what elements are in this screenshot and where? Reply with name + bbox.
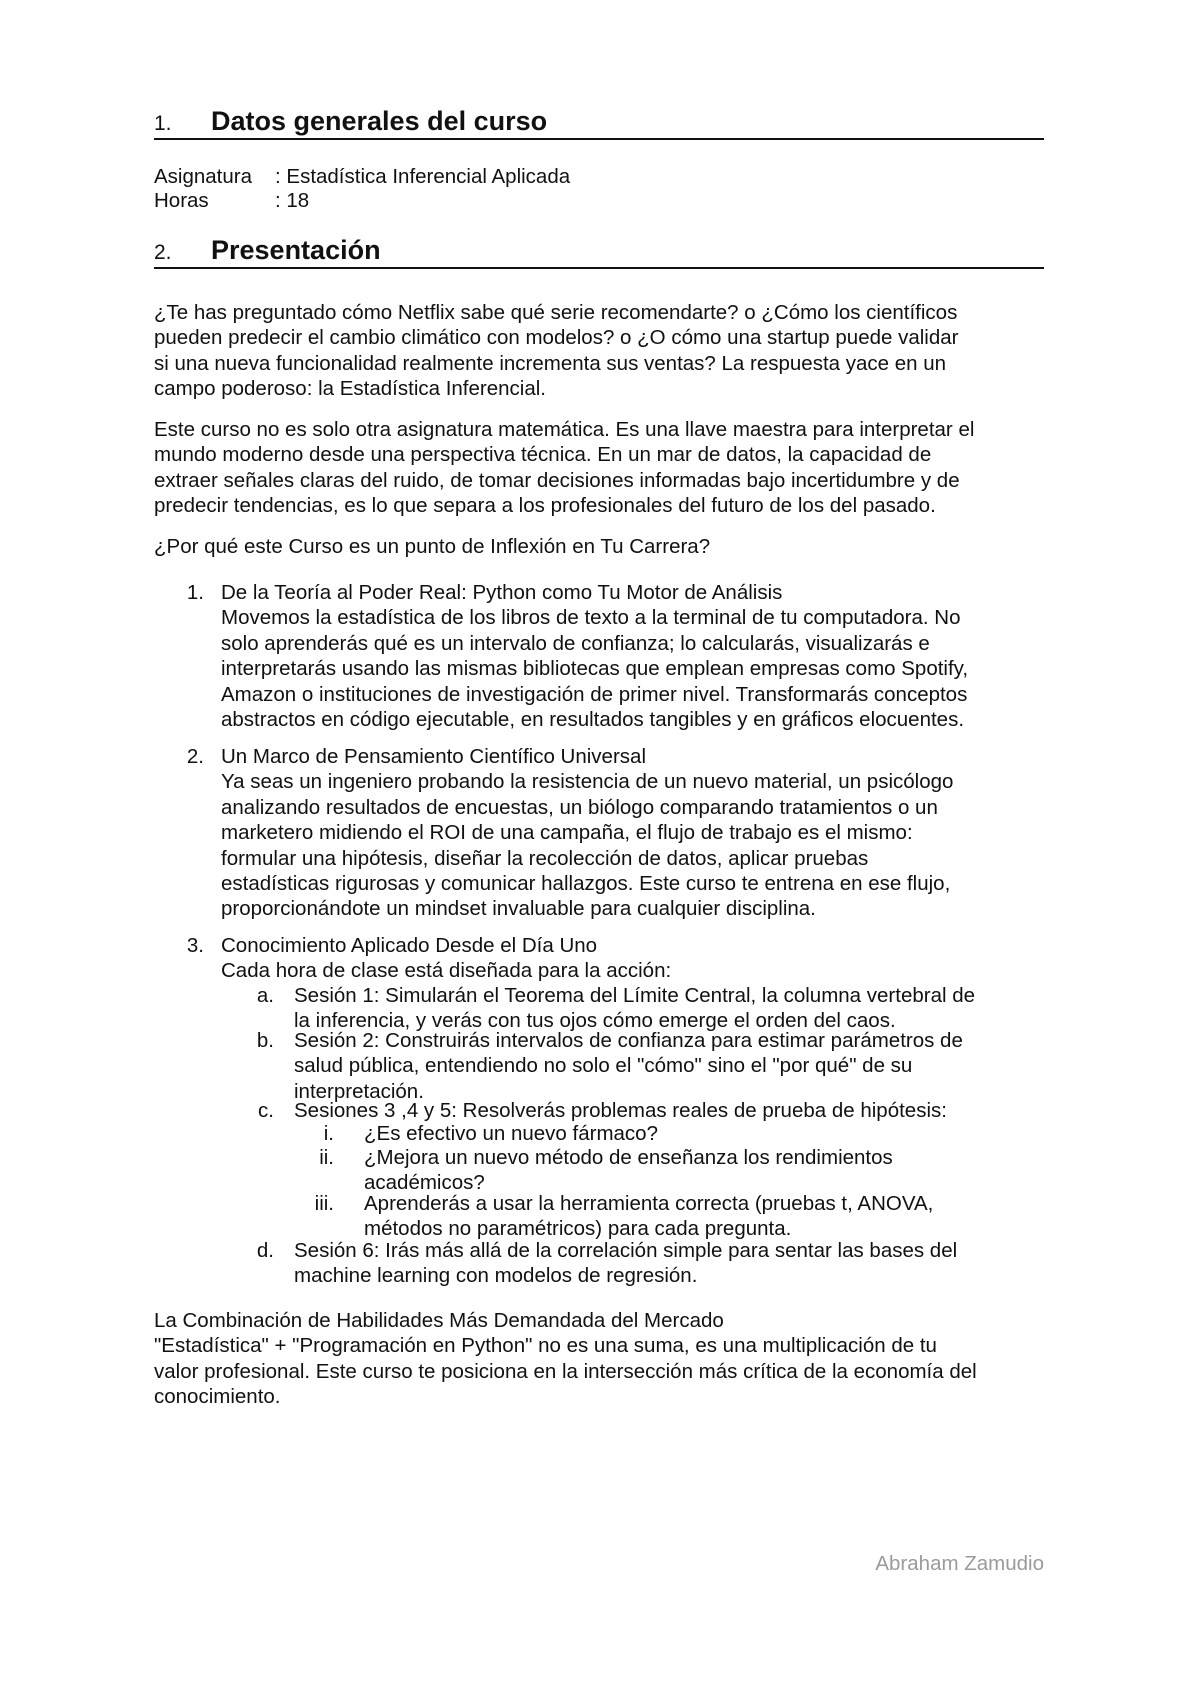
- section-number: 1.: [154, 112, 172, 135]
- text-line: valor profesional. Este curso te posiciona en la intersección más crítica de la economía del: [154, 1359, 977, 1383]
- text-line: ¿Te has preguntado cómo Netflix sabe qué serie recomendarte? o ¿Cómo los científicos: [154, 301, 958, 324]
- section-title: Presentación: [211, 235, 381, 265]
- list-marker: 3.: [186, 934, 204, 957]
- sublist-item-sesion-2: [294, 1028, 963, 1104]
- text-line: machine learning con modelos de regresión.: [294, 1264, 698, 1288]
- text-line: predecir tendencias, es lo que separa a los profesionales del futuro de los del pasado.: [154, 494, 936, 518]
- list-item-python: [221, 580, 968, 732]
- sublist-item-sesion-1: [294, 983, 975, 1034]
- text-line: conocimiento.: [154, 1385, 281, 1409]
- field-value: : 18: [275, 189, 310, 212]
- section-title: Datos generales del curso: [211, 106, 548, 136]
- text-line: Sesión 6: Irás más allá de la correlación simple para sentar las bases del: [294, 1239, 958, 1262]
- list-item-conocimiento-aplicado: [221, 933, 671, 984]
- field-value: : Estadística Inferencial Aplicada: [275, 165, 571, 188]
- text-line: académicos?: [364, 1171, 485, 1195]
- question-heading: ¿Por qué este Curso es un punto de Inflexión en Tu Carrera?: [154, 535, 711, 558]
- list-item-title: Conocimiento Aplicado Desde el Día Uno: [221, 934, 598, 957]
- field-asignatura: [154, 164, 570, 190]
- text-line: la inferencia, y verás con tus ojos cómo emerge el orden del caos.: [294, 1009, 896, 1033]
- text-line: mundo moderno desde una perspectiva técnica. En un mar de datos, la capacidad de: [154, 443, 932, 467]
- text-line: salud pública, entendiendo no solo el "cómo" sino el "por qué" de su: [294, 1054, 913, 1078]
- closing-paragraph: [154, 1308, 977, 1410]
- text-line: ¿Mejora un nuevo método de enseñanza los rendimientos: [364, 1146, 893, 1169]
- list-item-marco-cientifico: [221, 744, 953, 922]
- list-marker: 1.: [186, 581, 204, 604]
- sublist-marker: c.: [258, 1099, 274, 1122]
- text-line: analizando resultados de encuestas, un biólogo comparando tratamientos o un: [221, 795, 938, 819]
- sublist-marker: d.: [256, 1239, 274, 1262]
- text-line: interpretarás usando las mismas bibliotecas que emplean empresas como Spotify,: [221, 657, 969, 681]
- text-line: Cada hora de clase está diseñada para la acción:: [221, 959, 672, 983]
- subsublist-item-herramienta: [364, 1191, 933, 1242]
- text-line: Sesión 1: Simularán el Teorema del Límite Central, la columna vertebral de: [294, 984, 976, 1007]
- list-marker: 2.: [186, 745, 204, 768]
- list-item-title: Un Marco de Pensamiento Científico Universal: [221, 745, 646, 768]
- sublist-item-sesiones-3-4-5: [294, 1098, 947, 1123]
- text-line: Aprenderás a usar la herramienta correcta (pruebas t, ANOVA,: [364, 1192, 934, 1215]
- section-number: 2.: [154, 241, 172, 264]
- text-line: campo poderoso: la Estadística Inferencial.: [154, 377, 546, 401]
- text-line: Ya seas un ingeniero probando la resistencia de un nuevo material, un psicólogo: [221, 770, 954, 794]
- text-line: "Estadística" + "Programación en Python" no es una suma, es una multiplicación de tu: [154, 1334, 937, 1358]
- subsublist-item-farmaco: [364, 1121, 658, 1146]
- sublist-item-sesion-6: [294, 1238, 957, 1289]
- text-line: solo aprenderás qué es un intervalo de confianza; lo calcularás, visualizarás e: [221, 631, 930, 655]
- text-line: Movemos la estadística de los libros de texto a la terminal de tu computadora. No: [221, 606, 961, 630]
- subsublist-item-metodo-ensenanza: [364, 1145, 893, 1196]
- field-label: Asignatura: [154, 165, 253, 188]
- text-line: proporcionándote un mindset invaluable para cualquier disciplina.: [221, 897, 816, 921]
- text-line: Amazon o instituciones de investigación de primer nivel. Transformarás conceptos: [221, 682, 968, 706]
- text-line: pueden predecir el cambio climático con modelos? o ¿O cómo una startup puede validar: [154, 326, 959, 350]
- text-line: Sesiones 3 ,4 y 5: Resolverás problemas reales de prueba de hipótesis:: [294, 1099, 947, 1122]
- section-heading-presentacion: [154, 231, 1044, 269]
- field-horas: [154, 188, 309, 214]
- text-line: Este curso no es solo otra asignatura matemática. Es una llave maestra para interpretar el: [154, 418, 975, 441]
- field-label: Horas: [154, 189, 209, 212]
- course-value-paragraph: [154, 417, 974, 519]
- sublist-marker: a.: [256, 984, 274, 1007]
- text-line: estadísticas rigurosas y comunicar hallazgos. Este curso te entrena en ese flujo,: [221, 872, 951, 896]
- text-line: si una nueva funcionalidad realmente incrementa sus ventas? La respuesta yace en un: [154, 351, 947, 375]
- text-line: ¿Es efectivo un nuevo fármaco?: [364, 1122, 658, 1145]
- text-line: abstractos en código ejecutable, en resultados tangibles y en gráficos elocuentes.: [221, 708, 965, 732]
- intro-paragraph: [154, 300, 959, 402]
- list-item-title: De la Teoría al Poder Real: Python como Tu Motor de Análisis: [221, 581, 783, 604]
- section-heading-datos-generales: [154, 102, 1044, 140]
- text-line: métodos no paramétricos) para cada pregunta.: [364, 1217, 792, 1241]
- text-line: marketero midiendo el ROI de una campaña, el flujo de trabajo es el mismo:: [221, 821, 913, 845]
- text-line: interpretación.: [294, 1079, 424, 1103]
- footer-author: Abraham Zamudio: [875, 1552, 1044, 1575]
- subsublist-marker: ii.: [319, 1146, 334, 1169]
- text-line: extraer señales claras del ruido, de tomar decisiones informadas bajo incertidumbre y de: [154, 468, 960, 492]
- text-line: Sesión 2: Construirás intervalos de confianza para estimar parámetros de: [294, 1029, 963, 1052]
- closing-title: La Combinación de Habilidades Más Demandada del Mercado: [154, 1309, 724, 1332]
- subsublist-marker: i.: [323, 1122, 334, 1145]
- text-line: formular una hipótesis, diseñar la recolección de datos, aplicar pruebas: [221, 846, 869, 870]
- sublist-marker: b.: [256, 1029, 274, 1052]
- subsublist-marker: iii.: [314, 1192, 334, 1215]
